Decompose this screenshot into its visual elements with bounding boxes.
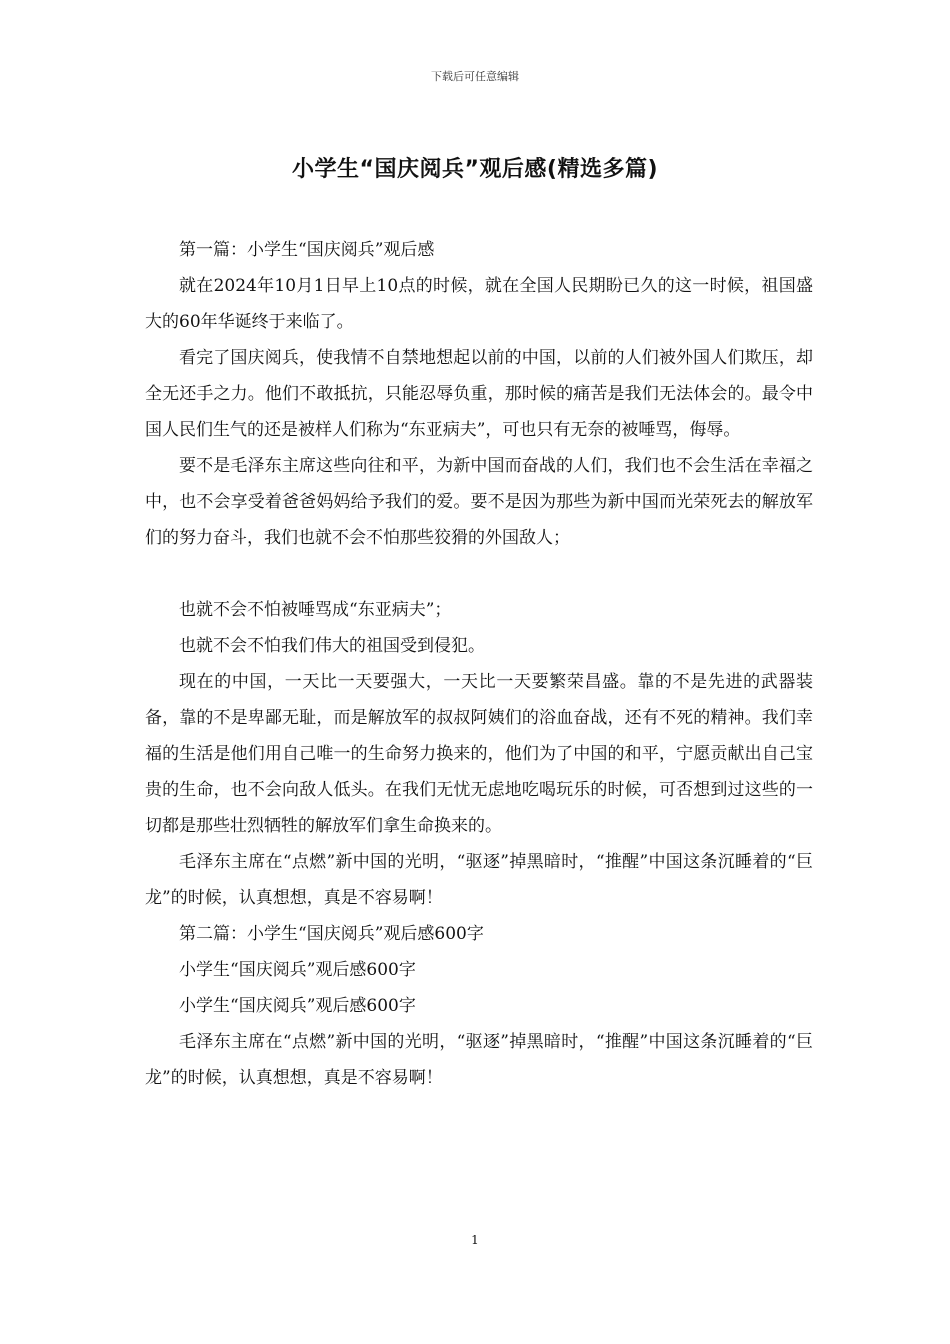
paragraph: 毛泽东主席在“点燃”新中国的光明，“驱逐”掉黑暗时，“推醒”中国这条沉睡着的“巨龙”的时候，认真想想，真是不容易啊！ [145, 852, 813, 908]
paragraph: 要不是毛泽东主席这些向往和平，为新中国而奋战的人们，我们也不会生活在幸福之中，也不会享受着爸爸妈妈给予我们的爱。要不是因为那些为新中国而光荣死去的解放军们的努力奋斗，我们也就不会不怕那些狡猾的外国敌人； [145, 456, 813, 548]
paragraph: 现在的中国，一天比一天要强大，一天比一天要繁荣昌盛。靠的不是先进的武器装备，靠的不是卑鄙无耻，而是解放军的叔叔阿姨们的浴血奋战，还有不死的精神。我们幸福的生活是他们用自己唯一的生命努力换来的，他们为了中国的和平，宁愿贡献出自己宝贵的生命，也不会向敌人低头。在我们无忧无虑地吃喝玩乐的时候，可否想到过这些的一切都是那些壮烈牺牲的解放军们拿生命换来的。 [145, 672, 813, 836]
paragraph: 毛泽东主席在“点燃”新中国的光明，“驱逐”掉黑暗时，“推醒”中国这条沉睡着的“巨龙”的时候，认真想想，真是不容易啊！ [145, 1032, 813, 1088]
paragraph: 小学生“国庆阅兵”观后感600字 [179, 996, 416, 1016]
paragraph: 小学生“国庆阅兵”观后感600字 [179, 960, 416, 980]
paragraph: 看完了国庆阅兵，使我情不自禁地想起以前的中国，以前的人们被外国人们欺压，却全无还手之力。他们不敢抵抗，只能忍辱负重，那时候的痛苦是我们无法体会的。最令中国人民们生气的还是被样人们称为“东亚病夫”，可也只有无奈的被唾骂，侮辱。 [145, 348, 813, 440]
paragraph: 也就不会不怕被唾骂成“东亚病夫”； [179, 600, 452, 620]
paragraph: 也就不会不怕我们伟大的祖国受到侵犯。 [179, 636, 485, 656]
document-title: 小学生“国庆阅兵”观后感(精选多篇) [291, 157, 659, 182]
section-heading-2: 第二篇：小学生“国庆阅兵”观后感600字 [179, 924, 484, 944]
document-body [145, 232, 813, 1096]
paragraph: 就在2024年10月1日早上10点的时候，就在全国人民期盼已久的这一时候，祖国盛大的60年华诞终于来临了。 [145, 276, 813, 332]
section-heading-1: 第一篇：小学生“国庆阅兵”观后感 [179, 240, 435, 260]
header-note: 下载后可任意编辑 [431, 70, 519, 83]
page-number: 1 [471, 1233, 479, 1247]
blank-line [145, 556, 813, 592]
